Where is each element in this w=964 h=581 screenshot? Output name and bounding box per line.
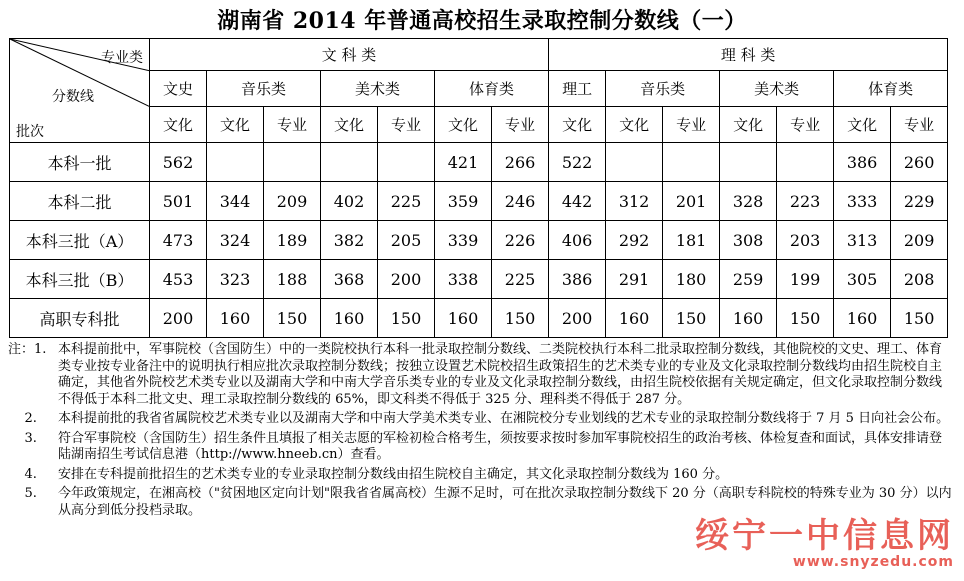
sub-label: 专业 (891, 107, 948, 143)
note-number: 5. (8, 486, 37, 501)
score-cell: 522 (549, 143, 606, 182)
page-title: 湖南省 2014 年普通高校招生录取控制分数线（一） (217, 8, 747, 34)
score-cell: 442 (549, 182, 606, 221)
sub-label: 专业 (777, 107, 834, 143)
score-cell: 292 (606, 221, 663, 260)
cat-sci-ligong: 理工 (549, 71, 606, 107)
cat-arts-music: 音乐类 (207, 71, 321, 107)
note-number: 2. (8, 411, 37, 426)
table-row (10, 260, 948, 299)
score-cell: 246 (492, 182, 549, 221)
note-item (8, 431, 953, 464)
score-cell: 226 (492, 221, 549, 260)
score-cell: 209 (264, 182, 321, 221)
score-cell: 344 (207, 182, 264, 221)
score-cell: 338 (435, 260, 492, 299)
score-cell: 205 (378, 221, 435, 260)
score-cell: 208 (891, 260, 948, 299)
score-cell: 308 (720, 221, 777, 260)
score-cell: 402 (321, 182, 378, 221)
note-text: 安排在专科提前批招生的艺术类专业的专业录取控制分数线由招生院校自主确定，其文化录取控制分数线为 160 分。 (58, 466, 729, 482)
note-number: 注：1. (8, 342, 47, 357)
score-cell: 453 (150, 260, 207, 299)
sub-label: 专业 (264, 107, 321, 143)
score-cell: 313 (834, 221, 891, 260)
cat-arts-sports: 体育类 (435, 71, 549, 107)
score-cell: 223 (777, 182, 834, 221)
score-cell: 339 (435, 221, 492, 260)
header-row-subtypes (10, 107, 948, 143)
score-cell: 150 (492, 299, 549, 338)
group-arts: 文 科 类 (150, 39, 549, 71)
site-watermark (695, 518, 954, 570)
score-cell: 160 (321, 299, 378, 338)
score-cell: 160 (207, 299, 264, 338)
sub-label: 文化 (150, 107, 207, 143)
batch-label: 本科三批（A） (10, 221, 150, 260)
score-cell: 386 (834, 143, 891, 182)
score-cell: 312 (606, 182, 663, 221)
table-row (10, 182, 948, 221)
cat-arts-wenshi: 文史 (150, 71, 207, 107)
score-cell: 368 (321, 260, 378, 299)
score-cell (207, 143, 264, 182)
score-cell: 160 (606, 299, 663, 338)
sub-label: 专业 (492, 107, 549, 143)
score-cell: 406 (549, 221, 606, 260)
score-cell: 501 (150, 182, 207, 221)
note-text: 符合军事院校（含国防生）招生条件且填报了相关志愿的军检初检合格考生，须按要求按时参加军事院校招生的政治考核、体检复查和面试，具体安排请登陆湖南招生考试信息港（http://www.hneeb.cn）查看。 (58, 430, 943, 462)
score-cell: 180 (663, 260, 720, 299)
corner-cell (10, 39, 150, 143)
sub-label: 文化 (549, 107, 606, 143)
score-cell: 150 (777, 299, 834, 338)
score-cell (777, 143, 834, 182)
score-cell: 421 (435, 143, 492, 182)
note-item (8, 411, 953, 428)
score-cell: 359 (435, 182, 492, 221)
sub-label: 文化 (834, 107, 891, 143)
notes-section (8, 342, 953, 519)
score-cell: 323 (207, 260, 264, 299)
data-rows (10, 143, 948, 338)
cat-sci-fine-art: 美术类 (720, 71, 834, 107)
score-cell (663, 143, 720, 182)
batch-label: 本科一批 (10, 143, 150, 182)
score-cell: 386 (549, 260, 606, 299)
score-cell: 181 (663, 221, 720, 260)
corner-batch-label: 批次 (16, 124, 44, 140)
watermark-url: www.snyzedu.com (792, 554, 954, 570)
table-row (10, 143, 948, 182)
score-cell: 199 (777, 260, 834, 299)
group-science: 理 科 类 (549, 39, 948, 71)
score-cell: 291 (606, 260, 663, 299)
note-item (8, 342, 953, 408)
sub-label: 文化 (321, 107, 378, 143)
score-cell: 160 (435, 299, 492, 338)
header-row-categories (10, 71, 948, 107)
note-text: 本科提前批中，军事院校（含国防生）中的一类院校执行本科一批录取控制分数线、二类院校执行本科二批录取控制分数线，其他院校的文史、理工、体育类专业按专业备注中的说明执行相应批次录取控制分数线；按独立设置艺术院校招生政策招生的艺术类专业的专业及文化录取控制分数线均由招生院校自主确定，其他省外院校艺术类专业以及湖南大学和中南大学音乐类专业的专业及文化录取控制分数线，由招生院校依据有关规定确定，但文化录取控制分数线不得低于本科二批文史、理工录取控制分数线的 65%，即文科类不得低于 325 分、理科类不得低于 287 分。 (58, 342, 943, 407)
corner-score-label: 分数线 (52, 89, 94, 105)
score-cell: 225 (492, 260, 549, 299)
batch-label: 高职专科批 (10, 299, 150, 338)
score-cell (378, 143, 435, 182)
score-cell: 266 (492, 143, 549, 182)
score-cell: 160 (834, 299, 891, 338)
score-cell: 328 (720, 182, 777, 221)
sub-label: 专业 (663, 107, 720, 143)
score-cell: 150 (891, 299, 948, 338)
score-cell: 188 (264, 260, 321, 299)
score-cell: 209 (891, 221, 948, 260)
table-row (10, 221, 948, 260)
score-cell: 229 (891, 182, 948, 221)
batch-label: 本科三批（B） (10, 260, 150, 299)
score-cell (321, 143, 378, 182)
note-item (8, 467, 953, 484)
score-cell (606, 143, 663, 182)
sub-label: 文化 (435, 107, 492, 143)
header-row-groups (10, 39, 948, 71)
score-cell: 200 (150, 299, 207, 338)
score-cell (720, 143, 777, 182)
score-cell: 203 (777, 221, 834, 260)
watermark-logo-text: 绥宁一中信息网 (695, 516, 954, 556)
score-cell: 305 (834, 260, 891, 299)
sub-label: 文化 (207, 107, 264, 143)
sub-label: 专业 (378, 107, 435, 143)
note-item (8, 486, 953, 519)
note-text: 今年政策规定，在湘高校（"贫困地区定向计划"限我省省属高校）生源不足时，可在批次录取控制分数线下 20 分（高职专科院校的特殊专业为 30 分）以内从高分到低分投档录取。 (58, 486, 952, 518)
note-number: 4. (8, 466, 37, 482)
sub-label: 文化 (720, 107, 777, 143)
corner-major-label: 专业类 (101, 50, 143, 66)
cat-arts-fine-art: 美术类 (321, 71, 435, 107)
cat-sci-music: 音乐类 (606, 71, 720, 107)
batch-label: 本科二批 (10, 182, 150, 221)
note-number: 3. (8, 430, 37, 446)
score-cell: 333 (834, 182, 891, 221)
score-cell: 150 (663, 299, 720, 338)
cat-sci-sports: 体育类 (834, 71, 948, 107)
score-cell: 382 (321, 221, 378, 260)
score-cell: 150 (378, 299, 435, 338)
score-cell: 260 (891, 143, 948, 182)
score-cell: 200 (549, 299, 606, 338)
score-cell: 150 (264, 299, 321, 338)
table-row (10, 299, 948, 338)
score-cell: 189 (264, 221, 321, 260)
sub-label: 文化 (606, 107, 663, 143)
score-table (9, 38, 948, 338)
score-cell (264, 143, 321, 182)
score-cell: 473 (150, 221, 207, 260)
score-cell: 225 (378, 182, 435, 221)
score-cell: 562 (150, 143, 207, 182)
score-cell: 324 (207, 221, 264, 260)
note-text: 本科提前批的我省省属院校艺术类专业以及湖南大学和中南大学美术类专业、在湘院校分专业划线的艺术专业的录取控制分数线将于 7 月 5 日向社会公布。 (58, 411, 950, 426)
score-cell: 201 (663, 182, 720, 221)
score-cell: 200 (378, 260, 435, 299)
score-cell: 259 (720, 260, 777, 299)
score-cell: 160 (720, 299, 777, 338)
